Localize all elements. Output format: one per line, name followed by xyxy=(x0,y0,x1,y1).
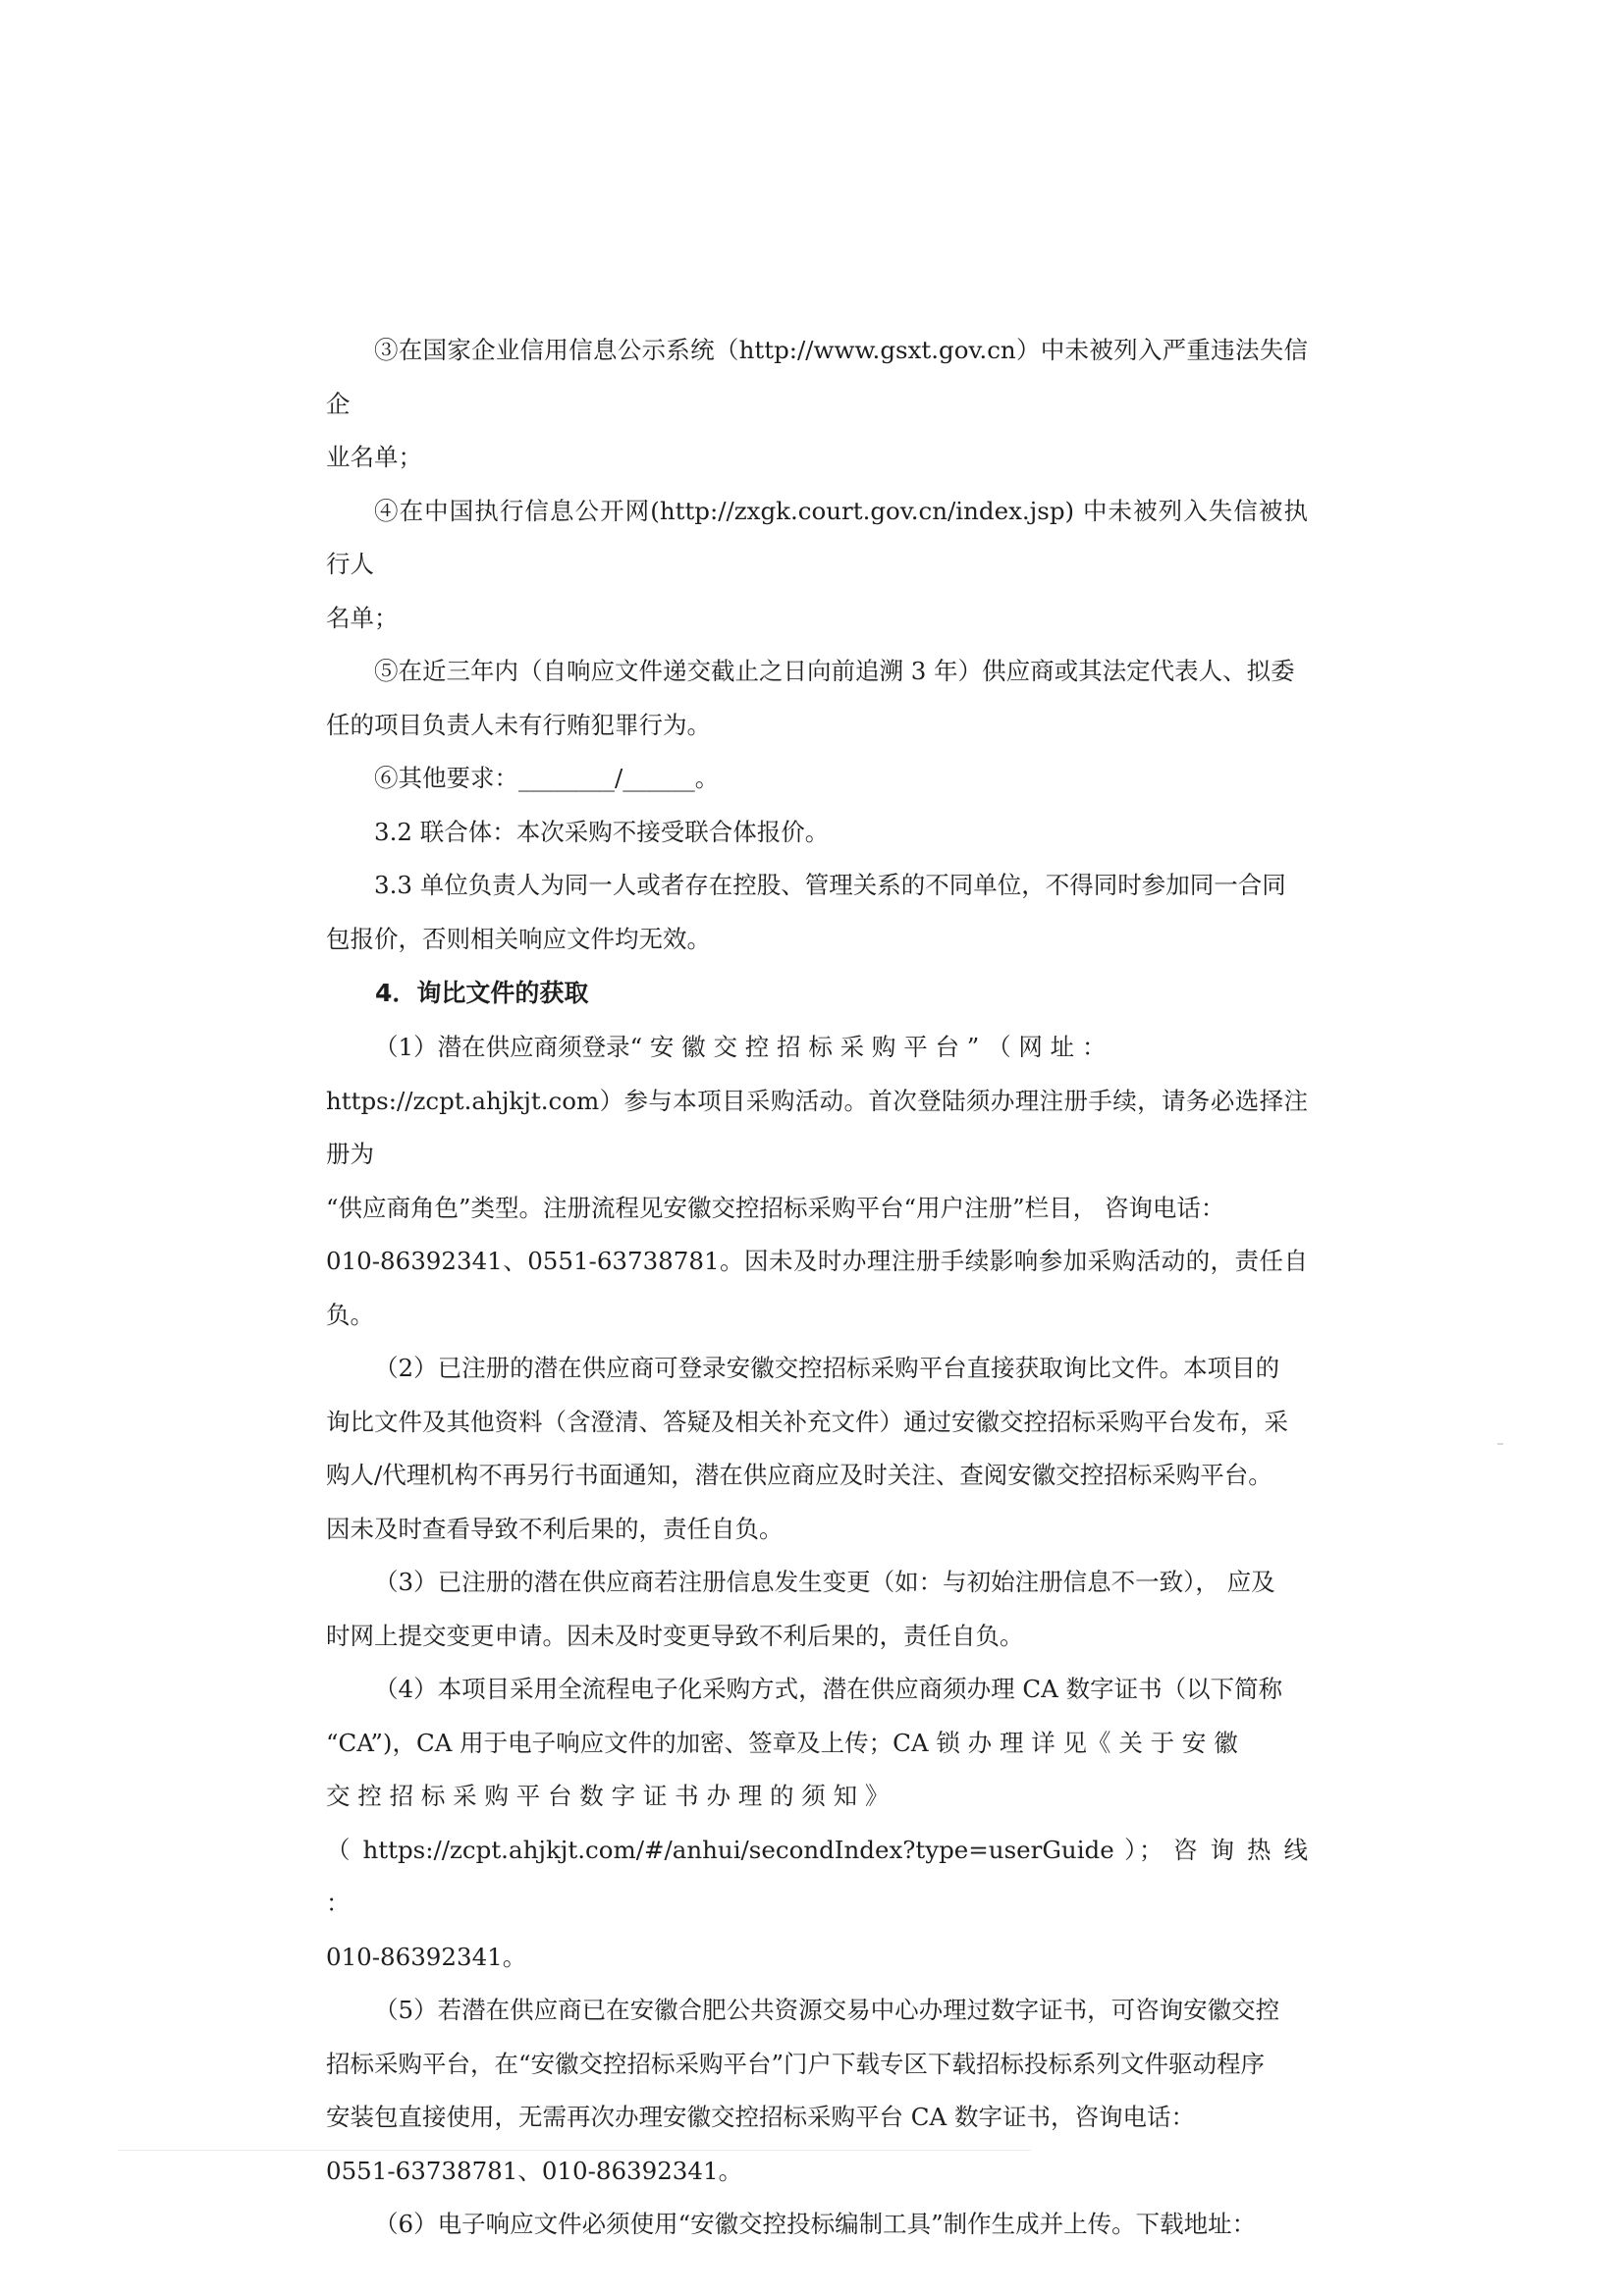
consortium-paragraph xyxy=(326,806,1308,860)
text-line: ⑤在近三年内（自响应文件递交截止之日向前追溯 3 年）供应商或其法定代表人、拟委 xyxy=(374,657,1295,685)
text-line: “供应商角色”类型。注册流程见安徽交控招标采购平台“用户注册”栏目， 咨询电话： xyxy=(326,1193,1225,1222)
text-line: （5）若潜在供应商已在安徽合肥公共资源交易中心办理过数字证书，可咨询安徽交控 xyxy=(374,1996,1280,2024)
text-line: 询比文件及其他资料（含澄清、答疑及相关补充文件）通过安徽交控招标采购平台发布，采 xyxy=(326,1407,1288,1436)
document-body xyxy=(326,324,1308,2252)
text-line: ③在国家企业信用信息公示系统（http://www.gsxt.gov.cn）中未被列入严重违法失信企 xyxy=(326,336,1308,418)
acquisition-item-2 xyxy=(326,1342,1308,1556)
text-line: 包报价，否则相关响应文件均无效。 xyxy=(326,924,711,953)
text-line: 安装包直接使用，无需再次办理安徽交控招标采购平台 CA 数字证书，咨询电话： xyxy=(326,2103,1196,2131)
acquisition-item-1 xyxy=(326,1021,1308,1342)
text-line: 招标采购平台，在“安徽交控招标采购平台”门户下载专区下载招标投标系列文件驱动程序 xyxy=(326,2049,1266,2078)
text-line: 010-86392341、0551-63738781。因未及时办理注册手续影响参加采购活动的，责任自负。 xyxy=(326,1247,1308,1329)
text-line: ⑥其他要求：________/______。 xyxy=(374,764,720,792)
text-line: 010-86392341。 xyxy=(326,1942,527,1971)
text-line: （6）电子响应文件必须使用“安徽交控投标编制工具”制作生成并上传。下载地址： xyxy=(374,2210,1257,2238)
section-4-heading: 4．询比文件的获取 xyxy=(375,979,589,1007)
scan-artifact xyxy=(118,2150,1031,2151)
requirement-4-paragraph xyxy=(326,485,1308,646)
text-line: （2）已注册的潜在供应商可登录安徽交控招标采购平台直接获取询比文件。本项目的 xyxy=(374,1354,1280,1382)
text-line: 交 控 招 标 采 购 平 台 数 字 证 书 办 理 的 须 知 》 xyxy=(326,1782,890,1810)
text-line: 0551-63738781、010-86392341。 xyxy=(326,2156,743,2185)
requirement-5-paragraph xyxy=(326,645,1308,752)
requirement-3-paragraph xyxy=(326,324,1308,485)
text-line: （4）本项目采用全流程电子化采购方式，潜在供应商须办理 CA 数字证书（以下简称 xyxy=(374,1675,1283,1703)
text-line: 购人/代理机构不再另行书面通知，潜在供应商应及时关注、查阅安徽交控招标采购平台。 xyxy=(326,1461,1272,1489)
text-line: 因未及时查看导致不利后果的，责任自负。 xyxy=(326,1514,784,1543)
text-line: “CA”)，CA 用于电子响应文件的加密、签章及上传；CA 锁 办 理 详 见《 关 于 安 徽 xyxy=(326,1728,1238,1757)
text-line: 名单； xyxy=(326,603,399,632)
requirement-6-paragraph xyxy=(326,752,1308,806)
scan-artifact xyxy=(1497,1443,1503,1445)
text-line: 3.2 联合体：本次采购不接受联合体报价。 xyxy=(374,817,830,846)
text-line: 任的项目负责人未有行贿犯罪行为。 xyxy=(326,710,711,739)
text-line: https://zcpt.ahjkjt.com）参与本项目采购活动。首次登陆须办理注册手续，请务必选择注册为 xyxy=(326,1086,1308,1168)
acquisition-item-4 xyxy=(326,1663,1308,1984)
text-line: 业名单； xyxy=(326,443,422,471)
text-line: （1）潜在供应商须登录“ 安 徽 交 控 招 标 采 购 平 台 ” （ 网 址 ： xyxy=(374,1033,1107,1061)
text-line: 时网上提交变更申请。因未及时变更导致不利后果的，责任自负。 xyxy=(326,1621,1024,1650)
text-line: ④在中国执行信息公开网(http://zxgk.court.gov.cn/index.jsp) 中未被列入失信被执行人 xyxy=(326,496,1308,578)
acquisition-item-6 xyxy=(326,2198,1308,2252)
text-line: （3）已注册的潜在供应商若注册信息发生变更（如：与初始注册信息不一致）， 应及 xyxy=(374,1568,1275,1596)
related-units-paragraph xyxy=(326,859,1308,966)
text-line: 3.3 单位负责人为同一人或者存在控股、管理关系的不同单位，不得同时参加同一合同 xyxy=(374,871,1286,899)
acquisition-item-3 xyxy=(326,1556,1308,1663)
acquisition-item-5 xyxy=(326,1984,1308,2198)
text-line: （ https://zcpt.ahjkjt.com/#/anhui/secondIndex?type=userGuide ）； 咨 询 热 线 ： xyxy=(326,1835,1308,1917)
